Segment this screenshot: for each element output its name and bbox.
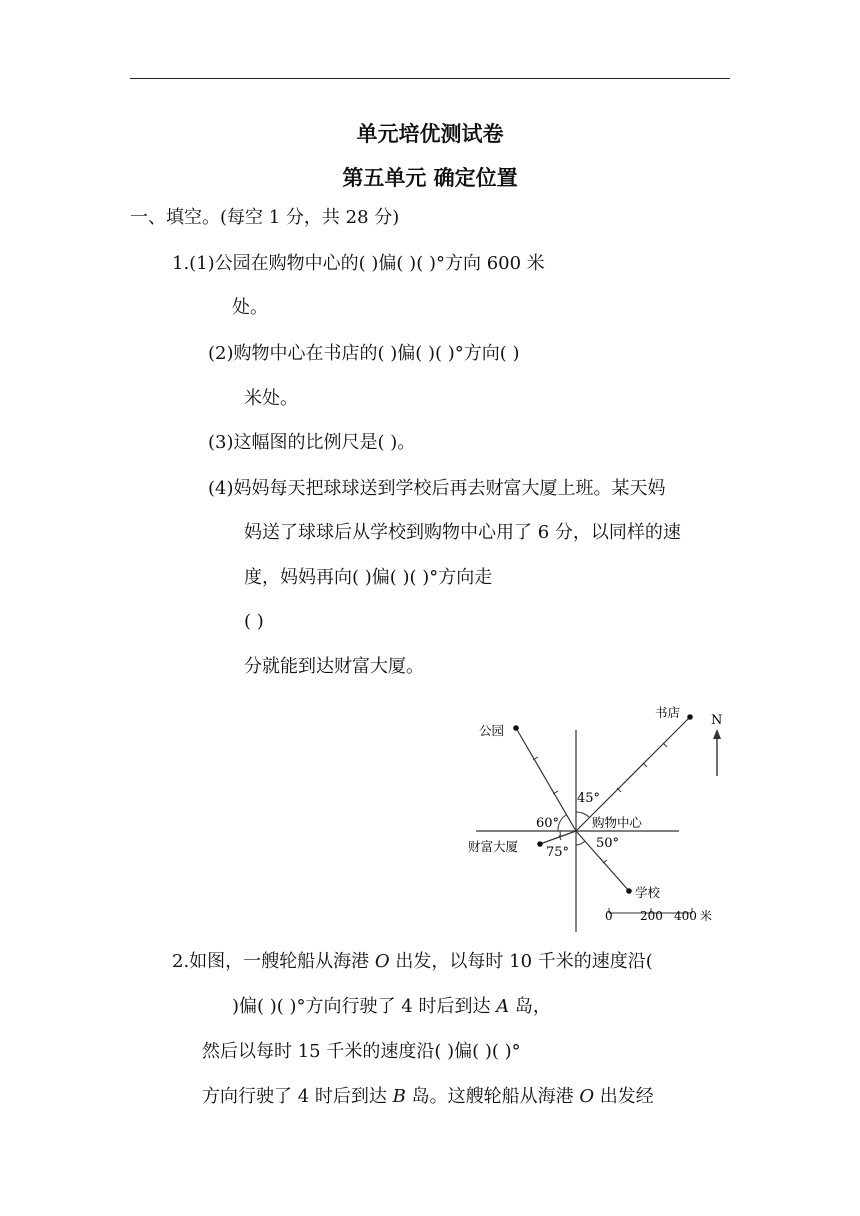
angle-60: 60° [536, 816, 560, 831]
tower-dot [537, 841, 543, 847]
bookstore-dot [687, 714, 693, 720]
north-arrow-head [713, 729, 721, 739]
q2-line3: 然后以每时 15 千米的速度沿( )偏( )( )° [202, 1041, 521, 1062]
section-heading: 一、填空。(每空 1 分，共 28 分) [130, 207, 400, 228]
angle-75: 75° [546, 845, 570, 860]
location-diagram [455, 700, 735, 940]
q2-line4: 方向行驶了 4 时后到达 B 岛。这艘轮船从海港 O 出发经 [202, 1086, 654, 1107]
center-label: 购物中心 [592, 815, 643, 830]
scale-unit: 米 [700, 909, 713, 923]
line-to-tower [540, 831, 576, 844]
school-label: 学校 [635, 885, 661, 900]
q1-part4-line4: ( ) [244, 611, 264, 632]
q1-part2-line2: 米处。 [244, 388, 298, 409]
scale-0: 0 [605, 909, 613, 923]
angle-50: 50° [596, 836, 620, 851]
scale-400: 400 [674, 909, 697, 923]
park-dot [513, 725, 519, 731]
tower-label: 财富大厦 [468, 839, 519, 854]
q1-part4-line2: 妈送了球球后从学校到购物中心用了 6 分，以同样的速 [244, 522, 681, 543]
park-label: 公园 [479, 723, 505, 738]
top-rule [130, 78, 730, 79]
q2-line2: )偏( )( )°方向行驶了 4 时后到达 A 岛， [232, 996, 551, 1017]
q2-line1: 2.如图，一艘轮船从海港 O 出发，以每时 10 千米的速度沿( [172, 951, 653, 972]
page-title: 单元培优测试卷 [356, 122, 504, 146]
q1-part4-line3: 度，妈妈再向( )偏( )( )°方向走 [244, 567, 493, 588]
school-dot [626, 888, 632, 894]
north-label: N [711, 713, 723, 728]
q1-part1-line1: 1.(1)公园在购物中心的( )偏( )( )°方向 600 米 [172, 253, 545, 274]
angle-45: 45° [577, 791, 601, 806]
q1-part4-line5: 分就能到达财富大厦。 [244, 656, 424, 677]
q1-part2-line1: (2)购物中心在书店的( )偏( )( )°方向( ) [208, 343, 520, 364]
bookstore-label: 书店 [655, 705, 681, 720]
q1-part1-line2: 处。 [232, 297, 268, 318]
q1-part4-line1: (4)妈妈每天把球球送到学校后再去财富大厦上班。某天妈 [208, 478, 666, 499]
scale-200: 200 [640, 909, 663, 923]
line-to-bookstore [576, 717, 690, 831]
unit-title: 第五单元 确定位置 [342, 166, 518, 190]
q1-part3: (3)这幅图的比例尺是( )。 [208, 432, 416, 453]
